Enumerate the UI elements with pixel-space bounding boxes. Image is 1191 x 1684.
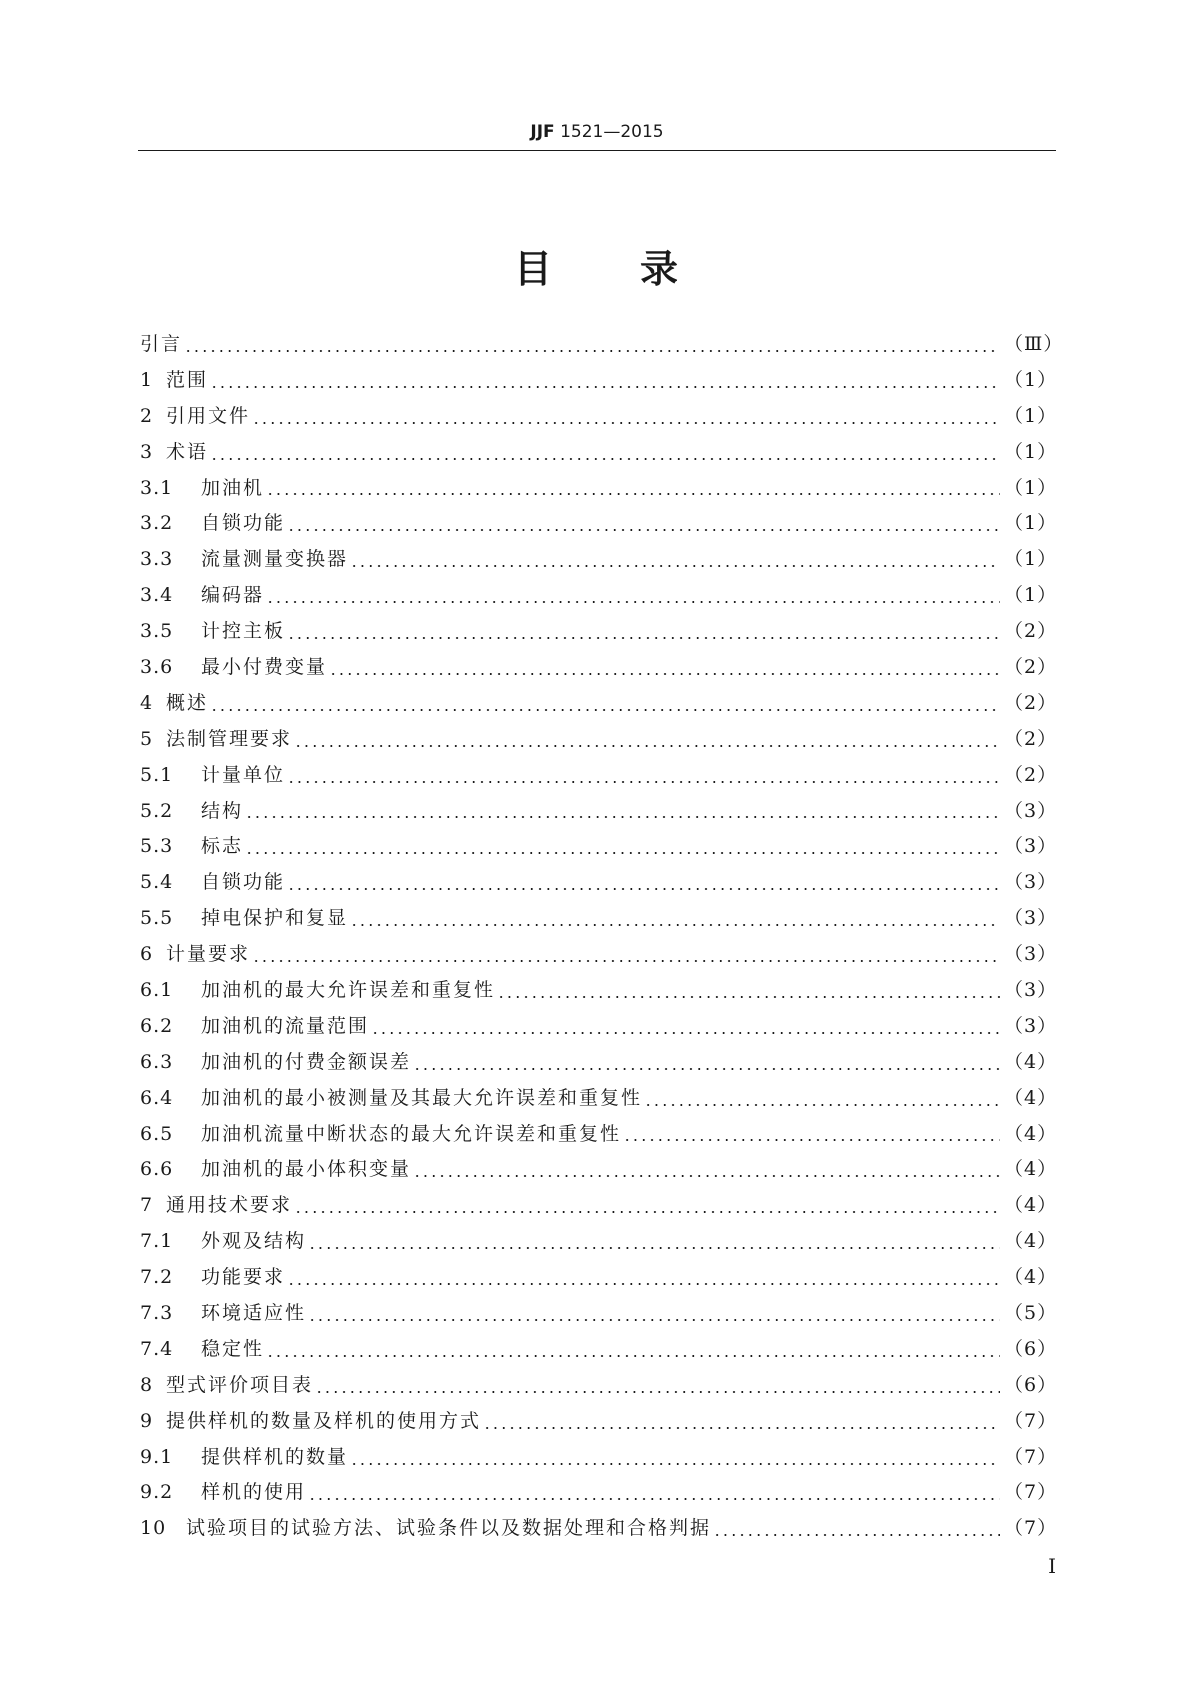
toc-entry-number: 1 xyxy=(140,368,154,391)
toc-entry-number: 5.1 xyxy=(140,763,174,786)
toc-entry-title: 引用文件 xyxy=(166,404,251,427)
toc-entry[interactable] xyxy=(140,973,1056,1009)
toc-leader-dots xyxy=(266,578,1000,614)
toc-entry-number: 6.3 xyxy=(140,1050,174,1073)
toc-entry[interactable] xyxy=(140,542,1056,578)
toc-entry-title: 型式评价项目表 xyxy=(166,1373,314,1396)
toc-entry-number: 5.4 xyxy=(140,871,174,894)
toc-entry-page: （2） xyxy=(1004,727,1058,750)
toc-leader-dots xyxy=(245,829,1000,865)
toc-entry-title: 加油机的流量范围 xyxy=(201,1014,370,1037)
toc-leader-dots xyxy=(252,937,1000,973)
toc-entry-number: 9.2 xyxy=(140,1481,174,1504)
toc-entry-number: 6.2 xyxy=(140,1014,174,1037)
toc-entry-title: 加油机的最小被测量及其最大允许误差和重复性 xyxy=(201,1086,643,1109)
toc-entry[interactable] xyxy=(140,327,1064,363)
toc-entry-number: 3.3 xyxy=(140,548,174,571)
toc-leader-dots xyxy=(287,865,1000,901)
toc-entry-number: 6.5 xyxy=(140,1122,174,1145)
toc-leader-dots xyxy=(252,399,1000,435)
toc-entry-number: 3.1 xyxy=(140,476,174,499)
toc-entry-page: （3） xyxy=(1004,799,1058,822)
toc-entry-number: 7 xyxy=(140,1194,154,1217)
toc-leader-dots xyxy=(287,614,1000,650)
toc-entry-number: 6.6 xyxy=(140,1158,174,1181)
header-divider xyxy=(138,150,1056,151)
toc-leader-dots xyxy=(266,1332,1000,1368)
toc-entry-title: 编码器 xyxy=(201,584,265,607)
toc-entry-page: （4） xyxy=(1004,1050,1058,1073)
toc-entry-number: 2 xyxy=(140,404,154,427)
toc-entry[interactable] xyxy=(140,1081,1056,1117)
toc-entry[interactable] xyxy=(140,901,1056,937)
standard-code-number: 1521—2015 xyxy=(560,122,664,142)
toc-entry-title: 计量要求 xyxy=(166,943,251,966)
toc-entry-page: （4） xyxy=(1004,1122,1058,1145)
toc-entry[interactable] xyxy=(140,1009,1056,1045)
toc-entry-page: （6） xyxy=(1004,1373,1058,1396)
toc-entry-page: （4） xyxy=(1004,1158,1058,1181)
toc-entry-title: 提供样机的数量 xyxy=(201,1445,349,1468)
toc-entry-title: 加油机的最小体积变量 xyxy=(201,1158,412,1181)
toc-entry[interactable] xyxy=(140,506,1056,542)
toc-entry-title: 外观及结构 xyxy=(201,1230,307,1253)
toc-entry-number: 3.4 xyxy=(140,584,174,607)
toc-entry-title: 环境适应性 xyxy=(201,1302,307,1325)
toc-entry-title: 加油机的付费金额误差 xyxy=(201,1050,412,1073)
toc-leader-dots xyxy=(210,363,1000,399)
toc-entry-page: （4） xyxy=(1004,1086,1058,1109)
toc-entry[interactable] xyxy=(140,937,1056,973)
toc-entry-title: 提供样机的数量及样机的使用方式 xyxy=(166,1409,482,1432)
toc-entry[interactable] xyxy=(140,686,1056,722)
toc-entry-title: 加油机的最大允许误差和重复性 xyxy=(201,979,496,1002)
toc-entry-page: （7） xyxy=(1004,1409,1058,1432)
toc-entry-page: （2） xyxy=(1004,691,1058,714)
toc-entry-number: 5 xyxy=(140,727,154,750)
toc-entry-title: 最小付费变量 xyxy=(201,656,328,678)
toc-leader-dots xyxy=(350,1440,1000,1476)
toc-leader-dots xyxy=(308,1296,1000,1332)
toc-entry-number: 5.5 xyxy=(140,907,174,930)
toc-entry-page: （2） xyxy=(1004,763,1058,786)
toc-entry[interactable] xyxy=(140,1368,1056,1404)
toc-entry-number: 9.1 xyxy=(140,1445,174,1468)
toc-entry-title: 流量测量变换器 xyxy=(201,548,349,571)
toc-entry-page: （7） xyxy=(1004,1481,1058,1504)
toc-entry-title: 计量单位 xyxy=(201,763,286,786)
toc-entry[interactable] xyxy=(140,1224,1056,1260)
toc-entry-title: 标志 xyxy=(201,835,244,858)
toc-entry[interactable] xyxy=(140,399,1056,435)
toc-entry[interactable] xyxy=(140,1511,1056,1547)
toc-entry[interactable] xyxy=(140,435,1056,471)
toc-entry[interactable] xyxy=(140,1440,1056,1476)
toc-entry[interactable] xyxy=(140,363,1056,399)
toc-entry[interactable] xyxy=(140,1260,1056,1296)
toc-entry-number: 5.2 xyxy=(140,799,174,822)
table-of-contents xyxy=(140,327,1064,1547)
running-header xyxy=(138,120,1056,144)
toc-entry-page: （3） xyxy=(1004,907,1058,930)
toc-entry[interactable] xyxy=(140,758,1056,794)
toc-entry-title: 试验项目的试验方法、试验条件以及数据处理和合格判据 xyxy=(186,1517,712,1540)
toc-entry-page: （3） xyxy=(1004,835,1058,858)
toc-entry-number: 7.4 xyxy=(140,1337,174,1360)
toc-leader-dots xyxy=(413,1152,1000,1188)
toc-entry-page: （4） xyxy=(1004,1230,1058,1253)
toc-entry-page: （2） xyxy=(1004,620,1058,643)
toc-entry[interactable] xyxy=(140,1476,1056,1512)
toc-entry-page: （1） xyxy=(1004,404,1058,427)
toc-entry-number: 3.6 xyxy=(140,656,174,678)
toc-entry-title: 结构 xyxy=(201,799,244,822)
toc-leader-dots xyxy=(623,1117,1000,1153)
toc-entry-page: （1） xyxy=(1004,548,1058,571)
toc-entry-page: （4） xyxy=(1004,1266,1058,1289)
toc-entry[interactable] xyxy=(140,1152,1056,1188)
toc-entry-title: 概述 xyxy=(166,691,209,714)
toc-entry-number: 5.3 xyxy=(140,835,174,858)
toc-entry-title: 加油机流量中断状态的最大允许误差和重复性 xyxy=(201,1122,622,1145)
toc-entry-page: （1） xyxy=(1004,476,1058,499)
toc-entry-number: 7.3 xyxy=(140,1302,174,1325)
title-char-2: 录 xyxy=(640,247,679,291)
toc-entry-title: 稳定性 xyxy=(201,1337,265,1360)
toc-leader-dots xyxy=(413,1045,1000,1081)
toc-entry[interactable] xyxy=(140,1188,1056,1224)
toc-entry[interactable] xyxy=(140,471,1056,507)
toc-entry-page: （6） xyxy=(1004,1337,1058,1360)
toc-entry-page: （Ⅲ） xyxy=(1004,332,1064,355)
toc-entry-number: 7.2 xyxy=(140,1266,174,1289)
toc-entry-title: 样机的使用 xyxy=(201,1481,307,1504)
toc-entry[interactable] xyxy=(140,650,1056,686)
toc-entry-title: 计控主板 xyxy=(201,620,286,643)
toc-leader-dots xyxy=(308,1476,1000,1512)
toc-leader-dots xyxy=(210,686,1000,722)
toc-entry-page: （1） xyxy=(1004,368,1058,391)
toc-entry[interactable] xyxy=(140,829,1056,865)
toc-entry-page: （3） xyxy=(1004,943,1058,966)
toc-leader-dots xyxy=(210,435,1000,471)
toc-entry[interactable] xyxy=(140,865,1056,901)
toc-leader-dots xyxy=(713,1511,1000,1547)
toc-leader-dots xyxy=(287,758,1000,794)
toc-entry-title: 加油机 xyxy=(201,476,265,499)
toc-entry[interactable] xyxy=(140,722,1056,758)
toc-entry[interactable] xyxy=(140,1404,1056,1440)
toc-entry-page: （1） xyxy=(1004,584,1058,607)
toc-entry[interactable] xyxy=(140,614,1056,650)
toc-entry-number: 6.1 xyxy=(140,979,174,1002)
toc-entry-page: （3） xyxy=(1004,979,1058,1002)
toc-entry[interactable] xyxy=(140,794,1056,830)
toc-entry-number: 3.5 xyxy=(140,620,174,643)
toc-entry-page: （3） xyxy=(1004,1014,1058,1037)
toc-entry-number: 4 xyxy=(140,691,154,714)
toc-entry[interactable] xyxy=(140,578,1056,614)
toc-entry-number: 6 xyxy=(140,943,154,966)
toc-entry[interactable] xyxy=(140,1117,1056,1153)
page-title xyxy=(138,244,1056,294)
toc-leader-dots xyxy=(287,1260,1000,1296)
toc-entry-number: 9 xyxy=(140,1409,154,1432)
toc-entry-page: （3） xyxy=(1004,871,1058,894)
page-number: I xyxy=(1048,1554,1056,1578)
toc-entry-number: 3 xyxy=(140,440,154,463)
toc-leader-dots xyxy=(329,650,1000,686)
toc-entry-page: （7） xyxy=(1004,1517,1058,1540)
toc-leader-dots xyxy=(644,1081,1000,1117)
toc-entry-number: 3.2 xyxy=(140,512,174,535)
toc-leader-dots xyxy=(308,1224,1000,1260)
toc-leader-dots xyxy=(350,901,1000,937)
toc-leader-dots xyxy=(371,1009,1000,1045)
toc-entry-title: 自锁功能 xyxy=(201,512,286,535)
toc-entry-page: （5） xyxy=(1004,1302,1058,1325)
toc-entry-title: 术语 xyxy=(166,440,209,463)
toc-leader-dots xyxy=(287,506,1000,542)
toc-entry-title: 法制管理要求 xyxy=(166,727,293,750)
toc-entry-page: （1） xyxy=(1004,440,1058,463)
toc-entry-number: 10 xyxy=(140,1517,167,1540)
toc-entry-page: （2） xyxy=(1004,656,1058,678)
toc-leader-dots xyxy=(483,1404,1000,1440)
toc-leader-dots xyxy=(294,1188,1000,1224)
toc-entry-number: 6.4 xyxy=(140,1086,174,1109)
toc-leader-dots xyxy=(266,471,1000,507)
toc-entry-number: 8 xyxy=(140,1373,154,1396)
toc-leader-dots xyxy=(294,722,1000,758)
toc-entry[interactable] xyxy=(140,1296,1056,1332)
toc-entry-page: （1） xyxy=(1004,512,1058,535)
toc-entry-title: 掉电保护和复显 xyxy=(201,907,349,930)
toc-entry-title: 自锁功能 xyxy=(201,871,286,894)
toc-entry-number: 7.1 xyxy=(140,1230,174,1253)
toc-entry[interactable] xyxy=(140,1045,1056,1081)
toc-entry-page: （7） xyxy=(1004,1445,1058,1468)
toc-entry-title: 功能要求 xyxy=(201,1266,286,1289)
standard-code-prefix: JJF xyxy=(530,122,555,142)
toc-leader-dots xyxy=(350,542,1000,578)
toc-leader-dots xyxy=(184,327,1000,363)
toc-leader-dots xyxy=(245,794,1000,830)
toc-leader-dots xyxy=(497,973,1000,1009)
toc-entry[interactable] xyxy=(140,1332,1056,1368)
toc-entry-title: 引言 xyxy=(140,332,183,355)
title-char-1: 目 xyxy=(514,247,553,291)
toc-entry-page: （4） xyxy=(1004,1194,1058,1217)
toc-leader-dots xyxy=(315,1368,1000,1404)
toc-entry-title: 通用技术要求 xyxy=(166,1194,293,1217)
toc-entry-title: 范围 xyxy=(166,368,209,391)
